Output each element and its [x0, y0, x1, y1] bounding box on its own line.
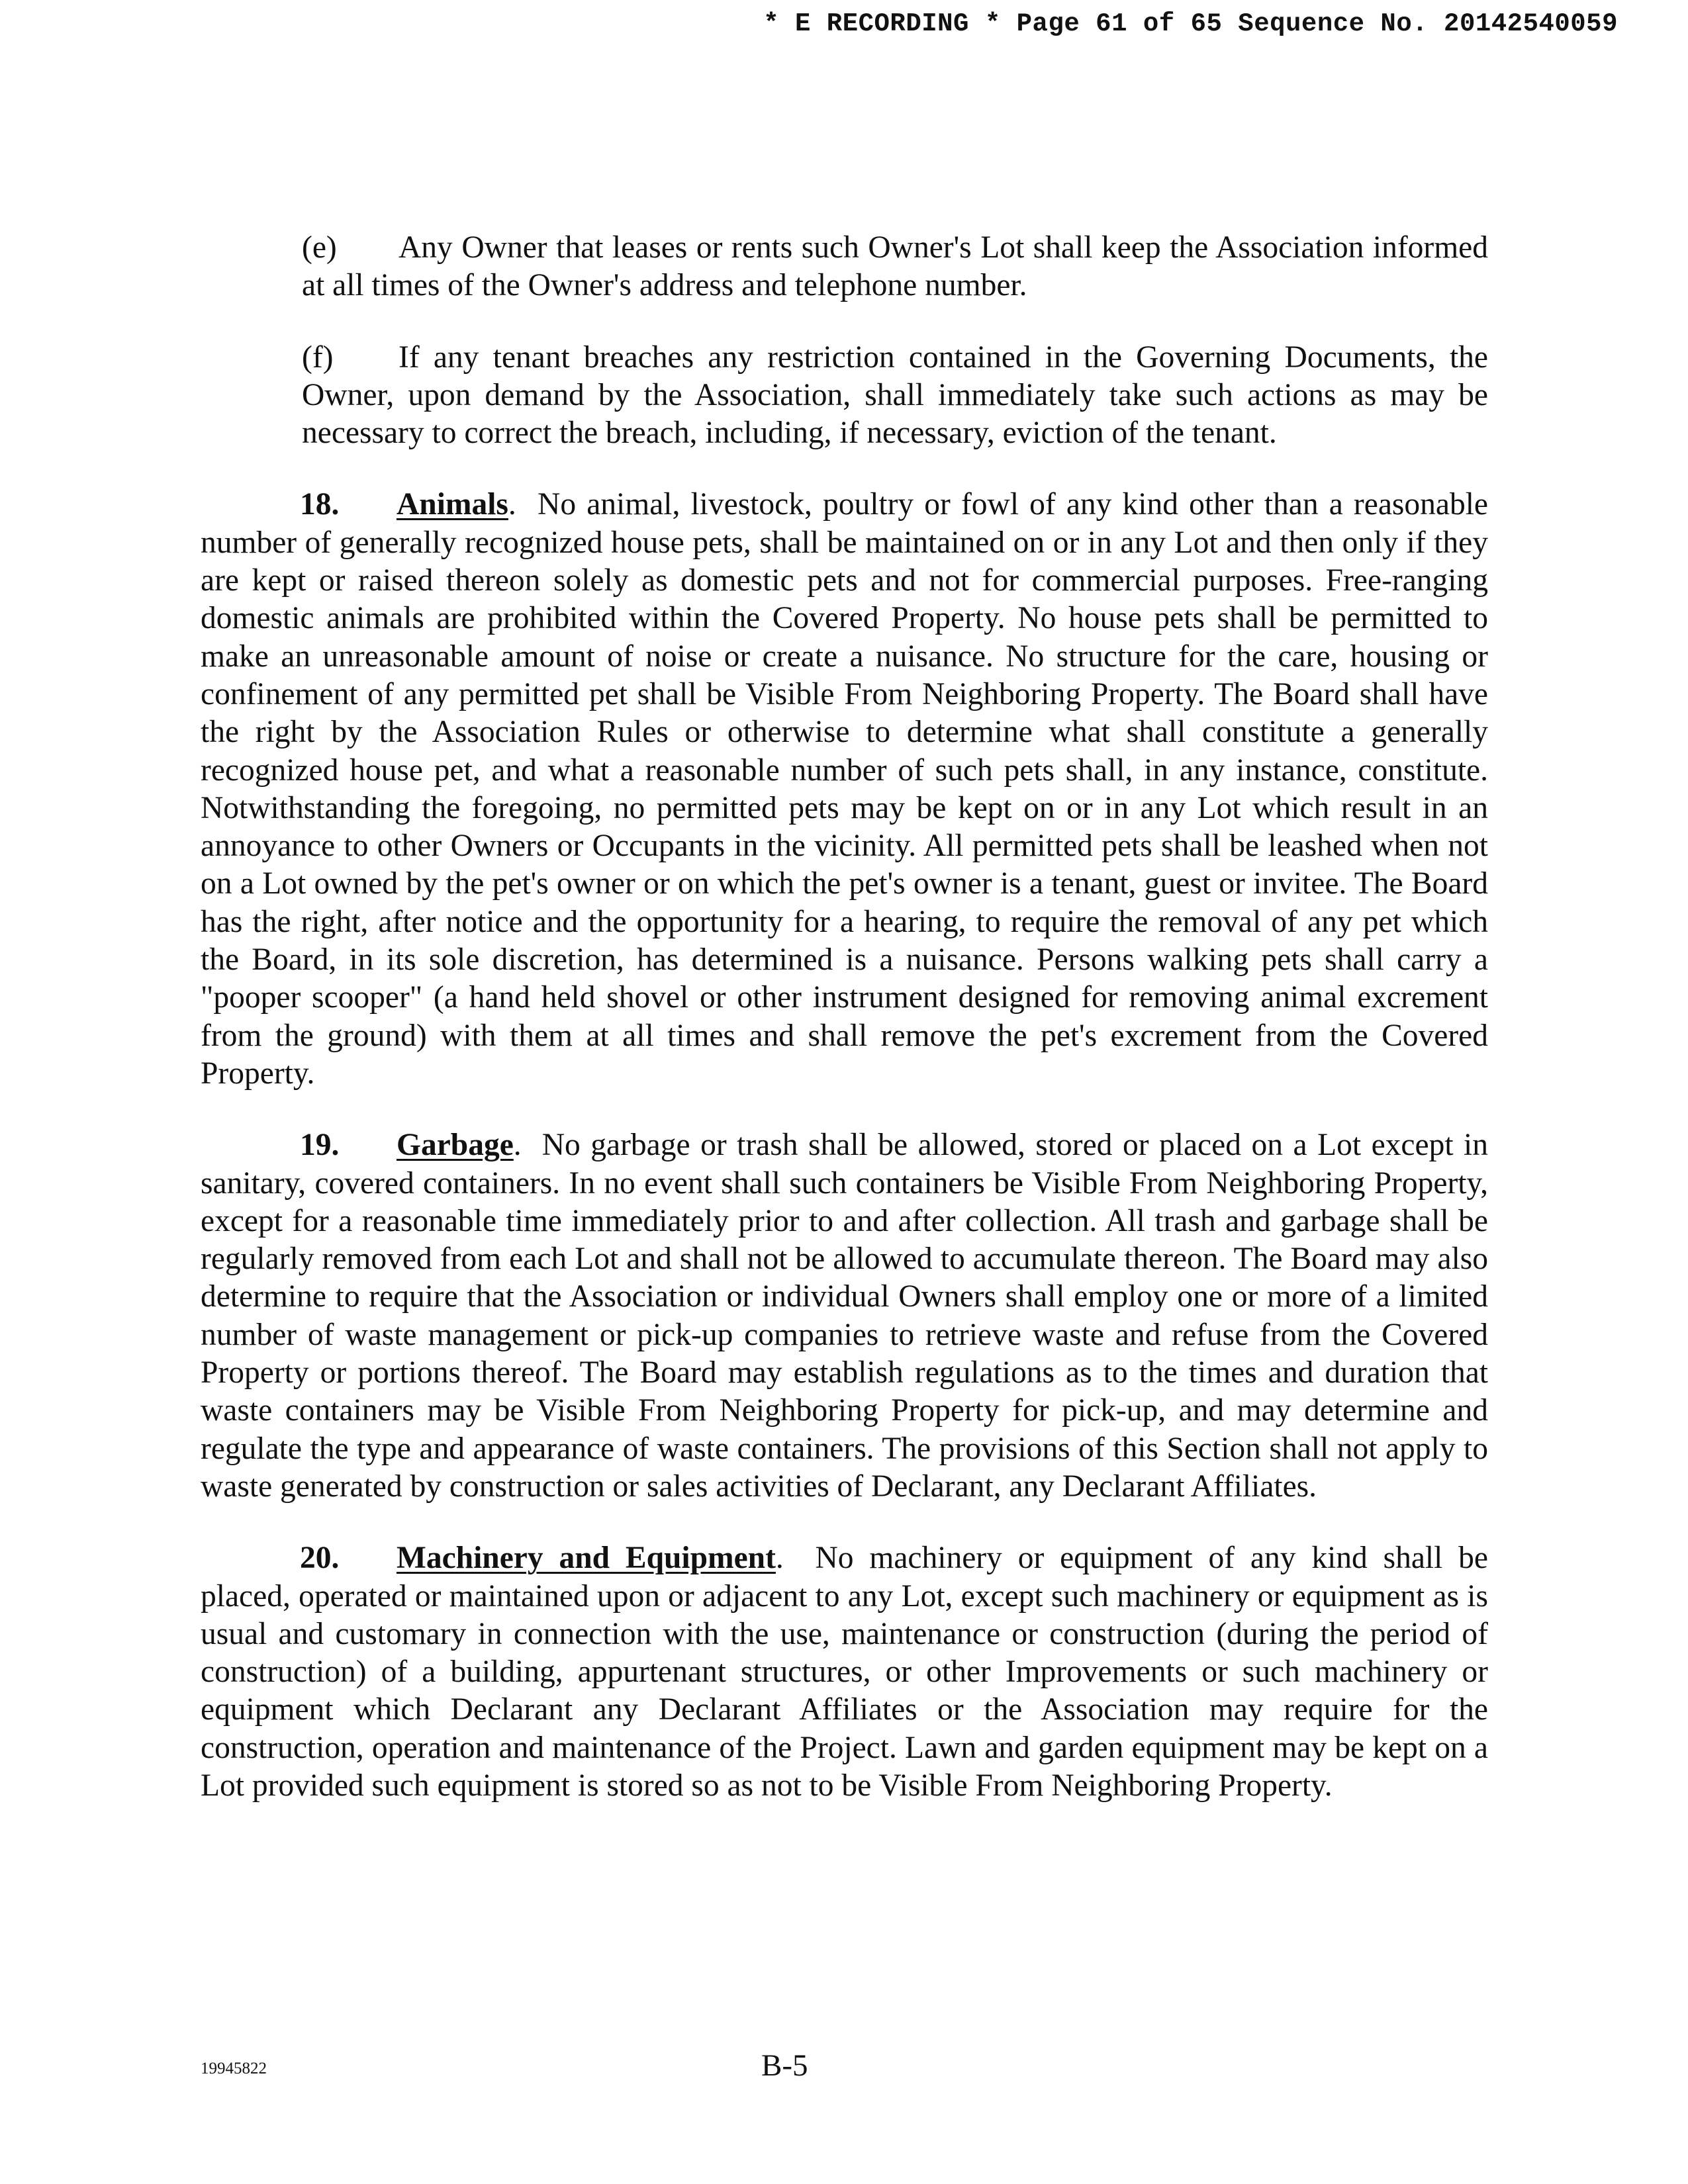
section-20-title: Machinery and Equipment: [397, 1541, 776, 1576]
paragraph-f-text: If any tenant breaches any restriction contained in the Governing Documents, the Owner, upon demand by the Association, shall immediately take such actions as may be necessary to correct the breach, including, if necessary, eviction of the tenant.: [302, 340, 1488, 451]
section-20-text: No machinery or equipment of any kind shall be placed, operated or maintained upon or adjacent to any Lot, except such machinery or equipment as is usual and customary in connection with the use, maintenance or construction (during the period of construction) of a building, appurtenant structures, or other Improvements or such machinery or equipment which Declarant any Declarant Affiliates or the Association may require for the construction, operation and maintenance of the Project. Lawn and garden equipment may be kept on a Lot provided such equipment is stored so as not to be Visible From Neighboring Property.: [201, 1541, 1489, 1803]
section-18-animals: 18. Animals. No animal, livestock, poultry or fowl of any kind other than a reasonable number of generally recognized house pets, shall be maintained on or in any Lot and then only if they are kept or raised thereon solely as domestic pets and not for commercial purposes. Free-ranging domestic animals are prohibited within the Covered Property. No house pets shall be permitted to make an unreasonable amount of noise or create a nuisance. No structure for the care, housing or confinement of any permitted pet shall be Visible From Neighboring Property. The Board shall have the right by the Association Rules or otherwise to determine what shall constitute a generally recognized house pet, and what a reasonable number of such pets shall, in any instance, constitute. Notwithstanding the foregoing, no permitted pets may be kept on or in any Lot which result in an annoyance to other Owners or Occupants in the vicinity. All permitted pets shall be leashed when not on a Lot owned by the pet's owner or on which the pet's owner is a tenant, guest or invitee. The Board has the right, after notice and the opportunity for a hearing, to require the removal of any pet which the Board, in its sole discretion, has determined is a nuisance. Persons walking pets shall carry a "pooper scooper" (a hand held shovel or other instrument designed for removing animal excrement from the ground) with them at all times and shall remove the pet's excrement from the Covered Property.: [201, 487, 1489, 1091]
section-19-number: 19.: [300, 1128, 340, 1163]
footer-document-id: 19945822: [201, 2060, 267, 2077]
section-19-garbage: 19. Garbage. No garbage or trash shall be allowed, stored or placed on a Lot except in sanitary, covered containers. In no event shall such containers be Visible From Neighboring Property, except for a reasonable time immediately prior to and after collection. All trash and garbage shall be regularly removed from each Lot and shall not be allowed to accumulate thereon. The Board may also determine to require that the Association or individual Owners shall employ one or more of a limited number of waste management or pick-up companies to retrieve waste and refuse from the Covered Property or portions thereof. The Board may establish regulations as to the times and duration that waste containers may be Visible From Neighboring Property for pick-up, and may determine and regulate the type and appearance of waste containers. The provisions of this Section shall not apply to waste generated by construction or sales activities of Declarant, any Declarant Affiliates.: [201, 1128, 1488, 1504]
paragraph-e: [302, 229, 1488, 305]
paragraph-f-label: (f): [302, 340, 334, 375]
recording-stamp: * E RECORDING * Page 61 of 65 Sequence No. 20142540059: [763, 9, 1618, 38]
section-18-title: Animals: [397, 487, 508, 522]
document-body: [201, 229, 1488, 1839]
paragraph-e-label: (e): [302, 230, 337, 265]
footer-page-number: B-5: [761, 2048, 808, 2083]
section-19-title: Garbage: [397, 1128, 514, 1163]
section-18-number: 18.: [300, 487, 340, 522]
section-20-machinery: 20. Machinery and Equipment. No machinery or equipment of any kind shall be placed, operated or maintained upon or adjacent to any Lot, except such machinery or equipment as is usual and customary in connection with the use, maintenance or construction (during the period of construction) of a building, appurtenant structures, or other Improvements or such machinery or equipment which Declarant any Declarant Affiliates or the Association may require for the construction, operation and maintenance of the Project. Lawn and garden equipment may be kept on a Lot provided such equipment is stored so as not to be Visible From Neighboring Property.: [201, 1541, 1489, 1803]
section-18-text: No animal, livestock, poultry or fowl of any kind other than a reasonable number of generally recognized house pets, shall be maintained on or in any Lot and then only if they are kept or raised thereon solely as domestic pets and not for commercial purposes. Free-ranging domestic animals are prohibited within the Covered Property. No house pets shall be permitted to make an unreasonable amount of noise or create a nuisance. No structure for the care, housing or confinement of any permitted pet shall be Visible From Neighboring Property. The Board shall have the right by the Association Rules or otherwise to determine what shall constitute a generally recognized house pet, and what a reasonable number of such pets shall, in any instance, constitute. Notwithstanding the foregoing, no permitted pets may be kept on or in any Lot which result in an annoyance to other Owners or Occupants in the vicinity. All permitted pets shall be leashed when not on a Lot owned by the pet's owner or on which the pet's owner is a tenant, guest or invitee. The Board has the right, after notice and the opportunity for a hearing, to require the removal of any pet which the Board, in its sole discretion, has determined is a nuisance. Persons walking pets shall carry a "pooper scooper" (a hand held shovel or other instrument designed for removing animal excrement from the ground) with them at all times and shall remove the pet's excrement from the Covered Property.: [201, 487, 1489, 1091]
section-19-text: No garbage or trash shall be allowed, stored or placed on a Lot except in sanitary, covered containers. In no event shall such containers be Visible From Neighboring Property, except for a reasonable time immediately prior to and after collection. All trash and garbage shall be regularly removed from each Lot and shall not be allowed to accumulate thereon. The Board may also determine to require that the Association or individual Owners shall employ one or more of a limited number of waste management or pick-up companies to retrieve waste and refuse from the Covered Property or portions thereof. The Board may establish regulations as to the times and duration that waste containers may be Visible From Neighboring Property for pick-up, and may determine and regulate the type and appearance of waste containers. The provisions of this Section shall not apply to waste generated by construction or sales activities of Declarant, any Declarant Affiliates.: [201, 1128, 1488, 1504]
paragraph-e-text: Any Owner that leases or rents such Owner's Lot shall keep the Association informed at all times of the Owner's address and telephone number.: [302, 230, 1488, 303]
section-20-number: 20.: [300, 1541, 340, 1576]
paragraph-f: [302, 339, 1488, 453]
